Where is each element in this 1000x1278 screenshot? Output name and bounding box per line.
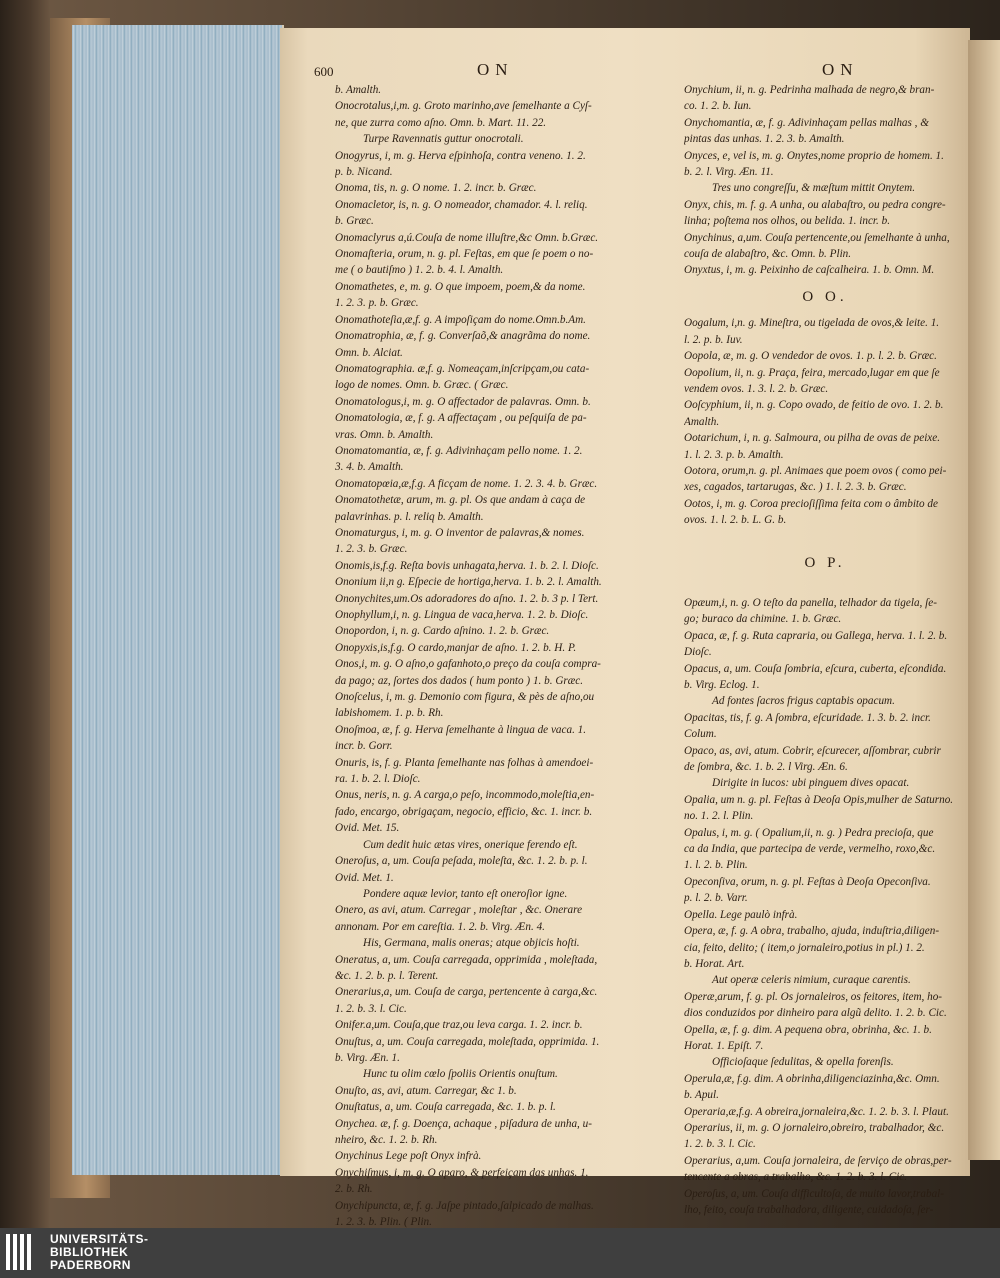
entry-line: Opaca, æ, f. g. Ruta capraria, ou Gallega, herva. 1. l. 2. b. (684, 629, 948, 642)
entry-line: Onychinus Lege poſt Onyx infrà. (335, 1150, 482, 1163)
entry-line: 1. 2. b. 3. l. Cic. (335, 1002, 407, 1015)
entry-line: co. 1. 2. b. Iun. (684, 100, 752, 113)
entry-line: * Ootora, orum,n. g. pl. Animaes que poem ovos ( como pei- (684, 463, 966, 479)
entry-line: no. 1. 2. l. Plin. (684, 810, 754, 823)
entry-line: 2. b. Rh. (335, 1183, 373, 1196)
entry-line: Onomis,is,f.g. Reſta bovis unhagata,herva. 1. b. 2. l. Dioſc. (335, 559, 599, 572)
entry-line: * Oopolium, ii, n. g. Praça, feira, mercado,lugar em que ſe (684, 365, 966, 381)
entry-line: Operarius, a,um. Couſa jornaleira, de ſerviço de obras,per- (684, 1154, 952, 1167)
entry-line: * Onomacletor, is, n. g. O nomeador, chamador. 4. l. reliq. (335, 197, 667, 213)
entry-line: Opella. Lege paulò infrà. (684, 908, 798, 921)
entry-line: Operarius, ii, m. g. O jornaleiro,obreiro, trabalhador, &c. (684, 1121, 945, 1134)
entry-line: * Onomaſteria, orum, n. g. pl. Feſtas, em que ſe poem o no- (335, 246, 667, 262)
entry-line: * Oopola, æ, m. g. O vendedor de ovos. 1. p. l. 2. b. Græc. (684, 348, 966, 364)
entry-line: tencente a obras, a trabalho, &c. 1. 2. b. 3. l. Cic. (684, 1171, 908, 1184)
right-column-op-entries (684, 595, 966, 1218)
entry-line: pintas das unhas. 1. 2. 3. b. Amalth. (684, 133, 845, 146)
entry-line: lho, feito, couſa trabalhadora, diligente, cuidadoſa, ſer- (684, 1204, 934, 1216)
entry-line: * Oogalum, i,n. g. Mineſtra, ou tigelada de ovos,& leite. 1. (684, 315, 966, 331)
entry-line: b. Horat. Art. (684, 957, 745, 970)
entry-line: Onyces, e, vel is, m. g. Onytes,nome proprio de homem. 1. (684, 149, 944, 162)
running-header-left: ON (477, 60, 514, 79)
entry-line: p. l. 2. b. Varr. (684, 892, 748, 905)
entry-line: labishomem. 1. p. b. Rh. (335, 707, 444, 720)
library-name-line3: PADERBORN (50, 1258, 131, 1272)
entry-line: Onomatothetæ, arum, m. g. pl. Os que andam à caça de (335, 494, 586, 507)
entry-line: Operoſus, a, um. Couſa difficultoſa, de muito lavor,trabal- (684, 1187, 944, 1200)
entry-line: dios conduzidos por dinheiro para algũ delito. 1. 2. b. Cic. (684, 1007, 947, 1020)
entry-line: 3. 4. b. Amalth. (335, 461, 404, 474)
entry-line: palavrinhas. p. l. reliq b. Amalth. (335, 510, 484, 523)
entry-line: * Onopordon, i, n. g. Cardo aſnino. 1. 2. b. Græc. (335, 623, 667, 639)
entry-line: * Onuſtatus, a, um. Couſa carregada, &c. 1. b. p. l. (335, 1099, 667, 1115)
entry-line: incr. b. Gorr. (335, 740, 393, 753)
entry-line: b. Græc. (335, 215, 374, 228)
entry-line: * Onifer.a,um. Couſa,que traz,ou leva carga. 1. 2. incr. b. (335, 1017, 667, 1033)
entry-line: Onyxtus, i, m. g. Peixinho de caſcalheira. 1. b. Omn. M. (684, 264, 935, 277)
library-logo-icon (6, 1234, 42, 1272)
entry-line: * Ooſcyphium, ii, n. g. Copo ovado, de feitio de ovo. 1. 2. b. (684, 397, 966, 413)
entry-line: b. Virg. Æn. 1. (335, 1051, 400, 1064)
entry-line: b. 2. l. Virg. Æn. 11. (684, 166, 774, 179)
entry-line: Opeconſiva, orum, n. g. pl. Feſtas à Deoſa Opeconſiva. (684, 875, 931, 888)
entry-line: ne, que zurra como aſno. Omn. b. Mart. 11. 22. (335, 116, 547, 129)
entry-line: 1. 2. 3. b. Græc. (335, 543, 408, 556)
running-header-right: ON (822, 60, 859, 79)
entry-line: * Onuſto, as, avi, atum. Carregar, &c 1. b. (335, 1083, 667, 1099)
entry-line: Hunc tu olim cœlo ſpoliis Orientis onuſtum. (363, 1068, 558, 1081)
entry-line: * Onos,i, m. g. O aſno,o gafanhoto,o preço da couſa compra- (335, 656, 667, 672)
entry-line: Aut operæ celeris nimium, curaque carentis. (712, 974, 911, 987)
entry-line: l. 2. p. b. Iuv. (684, 333, 743, 346)
entry-line: Opaco, as, avi, atum. Cobrir, eſcurecer, aſſombrar, cubrir (684, 744, 941, 757)
entry-line: p. b. Nicand. (335, 166, 393, 179)
entry-line: Opacitas, tis, f. g. A ſombra, eſcuridade. 1. 3. b. 2. incr. (684, 711, 931, 724)
entry-line: Onychiſmus, i, m. g. O aparo, & perfeiçam das unhas. 1. (335, 1166, 589, 1179)
entry-line: * Onomaturgus, i, m. g. O inventor de palavras,& nomes. (335, 525, 667, 541)
entry-line: * Opæum,i, n. g. O teſto da panella, telhador da tigela, ſe- (684, 595, 966, 611)
entry-line: ca da India, que partecipa de verde, vermelho, roxo,&c. (684, 843, 936, 856)
entry-line: Opalus, i, m. g. ( Opalium,ii, n. g. ) Pedra precioſa, que (684, 826, 934, 839)
entry-line: &c. 1. 2. b. p. l. Terent. (335, 969, 439, 982)
entry-line: 1. 2. 3. b. Plin. ( Plin. (335, 1216, 432, 1229)
entry-line: Operaria,æ,f.g. A obreira,jornaleira,&c. 1. 2. b. 3. l. Plaut. (684, 1105, 949, 1118)
right-column (684, 82, 966, 1218)
entry-line: annonam. Por em careſtia. 1. 2. b. Virg. Æn. 4. (335, 920, 545, 933)
entry-line: Onuſtus, a, um. Couſa carregada, moleſtada, opprimida. 1. (335, 1035, 600, 1048)
entry-line: Opalia, um n. g. pl. Feſtas à Deoſa Opis,mulher de Saturno. (684, 793, 954, 806)
entry-line: Onocrotalus,i,m. g. Groto marinho,ave ſemelhante a Cyſ- (335, 100, 592, 113)
entry-line: 1. l. 2. b. Plin. (684, 859, 748, 872)
entry-line: Operæ,arum, f. g. pl. Os jornaleiros, os feitores, item, ho- (684, 990, 943, 1003)
entry-line: Turpe Ravennatis guttur onocrotali. (363, 133, 524, 146)
entry-line: Ovid. Met. 1. (335, 871, 394, 884)
entry-line: Onyx, chis, m. f. g. A unha, ou alabaſtro, ou pedra congre- (684, 198, 946, 211)
entry-line: Oneroſus, a, um. Couſa peſada, moleſta, &c. 1. 2. b. p. l. (335, 855, 588, 868)
entry-line: 1. 2. 3. p. b. Græc. (335, 297, 419, 310)
entry-line: * Onoma, tis, n. g. O nome. 1. 2. incr. b. Græc. (335, 180, 667, 196)
facing-page-edge (968, 40, 1000, 1160)
entry-line: me ( o bautiſmo ) 1. 2. b. 4. l. Amalth. (335, 264, 504, 277)
entry-line: vendem ovos. 1. 3. l. 2. b. Græc. (684, 382, 829, 395)
entry-line: Onuris, is, f. g. Planta ſemelhante nas folhas à amendoei- (335, 756, 594, 769)
entry-line: * Operula,æ, f.g. dim. A obrinha,diligenciazinha,&c. Omn. (684, 1071, 966, 1087)
entry-line: * Onychium, ii, n. g. Pedrinha malhada de negro,& bran- (684, 82, 966, 98)
entry-line: vras. Omn. b. Amalth. (335, 428, 434, 441)
entry-line: Colum. (684, 728, 717, 741)
right-column-oo-entries (684, 315, 966, 528)
entry-line: go; buraco da chimine. 1. b. Græc. (684, 613, 842, 626)
entry-line: 1. 2. b. 3. l. Cic. (684, 1138, 756, 1151)
entry-line: Tres uno congreſſu, & mæſtum mittit Onytem. (712, 182, 916, 195)
library-name (50, 1233, 149, 1272)
entry-line: * Onomaclyrus a,ú.Couſa de nome illuſtre,&c Omn. b.Græc. (335, 230, 667, 246)
entry-line: Oneratus, a, um. Couſa carregada, opprimida , moleſtada, (335, 953, 598, 966)
entry-line: linha; poſtema nos olhos, ou belida. 1. incr. b. (684, 215, 891, 228)
entry-line: ra. 1. b. 2. l. Dioſc. (335, 773, 421, 786)
entry-line: His, Germana, malis oneras; atque objicis hoſti. (363, 937, 580, 950)
entry-line: cia, feito, delito; ( item,o jornaleiro,potius in pl.) 1. 2. (684, 941, 925, 954)
entry-line: couſa de alabaſtro, &c. Omn. b. Plin. (684, 248, 852, 261)
entry-line: de ſombra, &c. 1. b. 2. l Virg. Æn. 6. (684, 761, 848, 774)
entry-line: Onophyllum,i, n. g. Lingua de vaca,herva. 1. 2. b. Dioſc. (335, 609, 589, 621)
entry-line: Cum dedit huic ætas vires, onerique ferendo eſt. (363, 838, 578, 851)
entry-line: Ad fontes ſacros frigus captabis opacum. (712, 695, 895, 708)
entry-line: b. Amalth. (335, 84, 382, 96)
entry-line: * Ootarichum, i, n. g. Salmoura, ou pilha de ovas de peixe. (684, 430, 966, 446)
entry-line: da pago; az, ſortes dos dados ( hum ponto ) 1. b. Græc. (335, 674, 583, 687)
entry-line: Ononium ii,n g. Eſpecie de hortiga,herva. 1. b. 2. l. Amalth. (335, 576, 602, 589)
entry-line: fado, encargo, obrigaçam, negocio, efficio, &c. 1. incr. b. (335, 805, 593, 818)
entry-line: Onerarius,a, um. Couſa de carga, pertencente à carga,&c. (335, 986, 598, 999)
entry-line: b. Apul. (684, 1089, 719, 1102)
entry-line: Onus, neris, n. g. A carga,o peſo, incommodo,moleſtia,en- (335, 789, 595, 802)
entry-line: * Onomatomantia, æ, f. g. Adivinhaçam pello nome. 1. 2. (335, 443, 667, 459)
entry-line: Onopyxis,is,f.g. O cardo,manjar de aſno. 1. 2. b. H. P. (335, 641, 577, 654)
entry-line: Opacus, a, um. Couſa ſombria, eſcura, cuberta, eſcondida. (684, 662, 947, 675)
entry-line: Pondere aquæ levior, tanto eſt oneroſior igne. (363, 887, 568, 900)
entry-line: nheiro, &c. 1. 2. b. Rh. (335, 1134, 438, 1146)
entry-line: Onomatopœia,æ,f.g. A ficçam de nome. 1. 2. 3. 4. b. Græc. (335, 477, 598, 490)
entry-line: Onychinus, a,um. Couſa pertencente,ou ſemelhante à unha, (684, 231, 950, 244)
entry-line: logo de nomes. Omn. b. Græc. ( Græc. (335, 379, 509, 392)
entry-line: ovos. 1. l. 2. b. L. G. b. (684, 514, 787, 527)
entry-line: * Onychea. æ, f. g. Doença, achaque , piſadura de unha, u- (335, 1116, 667, 1132)
entry-line: Onychipuncta, æ, f. g. Jaſpe pintado,ſalpicado de malhas. (335, 1199, 594, 1212)
entry-line: Dirigite in lucos: ubi pinguem dives opacat. (712, 777, 910, 790)
right-column-on-entries (684, 82, 966, 279)
page-number: 600 (314, 64, 334, 79)
entry-line: * Onychomantia, æ, f. g. Adivinhaçam pellas malhas , & (684, 115, 966, 131)
entry-line: * Onoſmoa, æ, f. g. Herva ſemelhante à lingua de vaca. 1. (335, 722, 667, 738)
entry-line: * Onomatologia, æ, f. g. A affectaçam , ou peſquiſa de pa- (335, 410, 667, 426)
entry-line: Officioſaque ſedulitas, & opella forenſis. (712, 1056, 894, 1069)
section-heading-op: O P. (804, 554, 846, 571)
entry-line: * Onomathetes, e, m. g. O que impoem, poem,& da nome. (335, 279, 667, 295)
entry-line: 1. l. 2. 3. p. b. Amalth. (684, 448, 784, 461)
entry-line: Onero, as avi, atum. Carregar , moleſtar , &c. Onerare (335, 904, 583, 917)
entry-line: * Onomathoteſia,æ,f. g. A impoſiçam do nome.Omn.b.Am. (335, 312, 667, 328)
entry-line: * Onogyrus, i, m. g. Herva eſpinhoſa, contra veneno. 1. 2. (335, 148, 667, 164)
entry-line: Opella, æ, f. g. dim. A pequena obra, obrinha, &c. 1. b. (684, 1023, 932, 1036)
left-column (335, 82, 667, 1247)
entry-line: * Ootos, i, m. g. Coroa precioſiſſima feita com o âmbito de (684, 496, 966, 512)
entry-line: b. Virg. Eclog. 1. (684, 679, 760, 691)
entry-line: Opera, æ, f. g. A obra, trabalho, ajuda, induſtria,diligen- (684, 925, 940, 938)
entry-line: Horat. 1. Epiſt. 7. (684, 1039, 764, 1052)
page-edges (72, 25, 284, 1175)
entry-line: xes, cagados, tartarugas, &c. ) 1. l. 2. 3. b. Græc. (684, 481, 907, 494)
section-heading-oo: O O. (802, 288, 848, 305)
library-footer (0, 1228, 1000, 1278)
library-name-line2: BIBLIOTHEK (50, 1245, 129, 1259)
entry-line: Omn. b. Alciat. (335, 346, 403, 359)
entry-line: Dioſc. (684, 646, 712, 659)
entry-line: Amalth. (684, 415, 720, 428)
entry-line: * Onoſcelus, i, m. g. Demonio com figura, & pès de aſno,ou (335, 689, 667, 705)
entry-line: * Onomatologus,i, m. g. O affectador de palavras. Omn. b. (335, 394, 667, 410)
entry-line: Ovid. Met. 15. (335, 822, 400, 835)
entry-line: * Ononychites,um.Os adoradores do aſno. 1. 2. b. 3 p. l Tert. (335, 591, 667, 607)
entry-line: * Onomatographia. æ,f. g. Nomeaçam,inſcripçam,ou cata- (335, 361, 667, 377)
entry-line: * Onomatrophia, æ, f. g. Converſaõ,& anagrãma do nome. (335, 328, 667, 344)
library-name-line1: UNIVERSITÄTS- (50, 1232, 149, 1246)
